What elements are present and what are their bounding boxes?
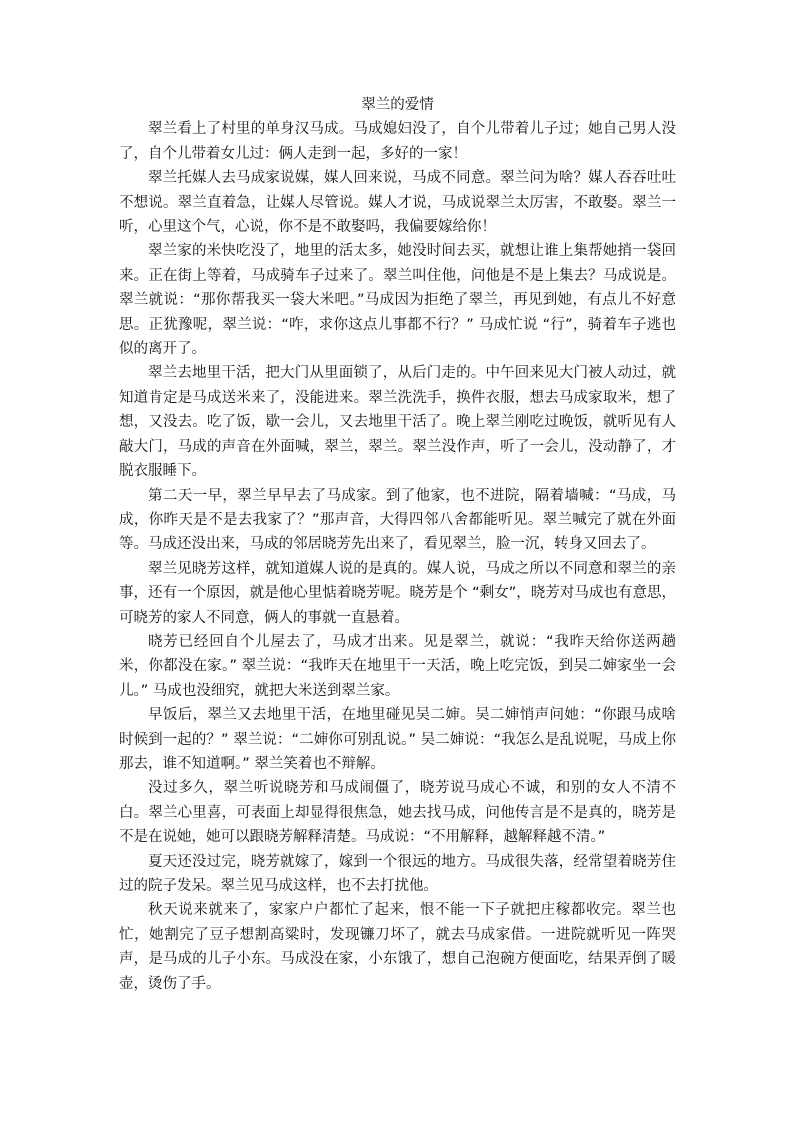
paragraph-3: 翠兰家的米快吃没了，地里的活太多，她没时间去买，就想让谁上集帮她捎一袋回来。正在街上等着，马成骑车子过来了。翠兰叫住他，问他是不是上集去？马成说是。翠兰就说：“那你帮我买一袋大米吧。”马成因为拒绝了翠兰，再见到她，有点儿不好意思。正犹豫呢，翠兰说：“咋，求你这点儿事都不行？” 马成忙说 “行”，骑着车子逃也似的离开了。 <box>119 243 676 358</box>
paragraph-8: 早饭后，翠兰又去地里干活，在地里碰见吴二婶。吴二婶悄声问她：“你跟马成啥时候到一起的？” 翠兰说：“二婶你可别乱说。” 吴二婶说：“我怎么是乱说呢，马成上你那去，谁不知道啊。” 翠兰笑着也不辩解。 <box>119 707 676 772</box>
paragraph-4: 翠兰去地里干活，把大门从里面锁了，从后门走的。中午回来见大门被人动过，就知道肯定是马成送米来了，没能进来。翠兰洗洗手，换件衣服，想去马成家取米，想了想，又没去。吃了饭，歇一会儿，又去地里干活了。晚上翠兰刚吃过晚饭，就听见有人敲大门，马成的声音在外面喊，翠兰，翠兰。翠兰没作声，听了一会儿，没动静了，才脱衣服睡下。 <box>119 365 676 480</box>
paragraph-1: 翠兰看上了村里的单身汉马成。马成媳妇没了，自个儿带着儿子过；她自己男人没了，自个儿带着女儿过：俩人走到一起，多好的一家！ <box>119 121 676 162</box>
story-title: 翠兰的爱情 <box>361 97 434 113</box>
paragraph-5: 第二天一早，翠兰早早去了马成家。到了他家，也不进院，隔着墙喊：“马成，马成，你昨天是不是去我家了？”那声音，大得四邻八舍都能听见。翠兰喊完了就在外面等。马成还没出来，马成的邻居晓芳先出来了，看见翠兰，脸一沉，转身又回去了。 <box>119 487 676 553</box>
paragraph-2: 翠兰托媒人去马成家说媒，媒人回来说，马成不同意。翠兰问为啥？媒人吞吞吐吐不想说。翠兰直着急，让媒人尽管说。媒人才说，马成说翠兰太厉害，不敢娶。翠兰一听，心里这个气，心说，你不是不敢娶吗，我偏要嫁给你！ <box>119 170 676 236</box>
paragraph-10: 夏天还没过完，晓芳就嫁了，嫁到一个很远的地方。马成很失落，经常望着晓芳住过的院子发呆。翠兰见马成这样，也不去打扰他。 <box>119 853 676 894</box>
paragraph-11: 秋天说来就来了，家家户户都忙了起来，恨不能一下子就把庄稼都收完。翠兰也忙，她割完了豆子想割高粱时，发现镰刀坏了，就去马成家借。一进院就听见一阵哭声，是马成的儿子小东。马成没在家，小东饿了，想自己泡碗方便面吃，结果弄倒了暖壶，烫伤了手。 <box>119 902 676 992</box>
story-body <box>119 93 676 996</box>
paragraph-9: 没过多久，翠兰听说晓芳和马成闹僵了，晓芳说马成心不诚，和别的女人不清不白。翠兰心里喜，可表面上却显得很焦急，她去找马成，问他传言是不是真的，晓芳是不是在说她，她可以跟晓芳解释清楚。马成说：“不用解释，越解释越不清。” <box>119 780 676 846</box>
paragraph-7: 晓芳已经回自个儿屋去了，马成才出来。见是翠兰，就说：“我昨天给你送两趟米，你都没在家。” 翠兰说：“我昨天在地里干一天活，晚上吃完饭，到吴二婶家坐一会儿。” 马成也没细究，就把大米送到翠兰家。 <box>119 633 676 699</box>
paragraph-6: 翠兰见晓芳这样，就知道媒人说的是真的。媒人说，马成之所以不同意和翠兰的亲事，还有一个原因，就是他心里惦着晓芳呢。晓芳是个 “剩女”，晓芳对马成也有意思，可晓芳的家人不同意，俩人的事就一直悬着。 <box>119 560 676 626</box>
